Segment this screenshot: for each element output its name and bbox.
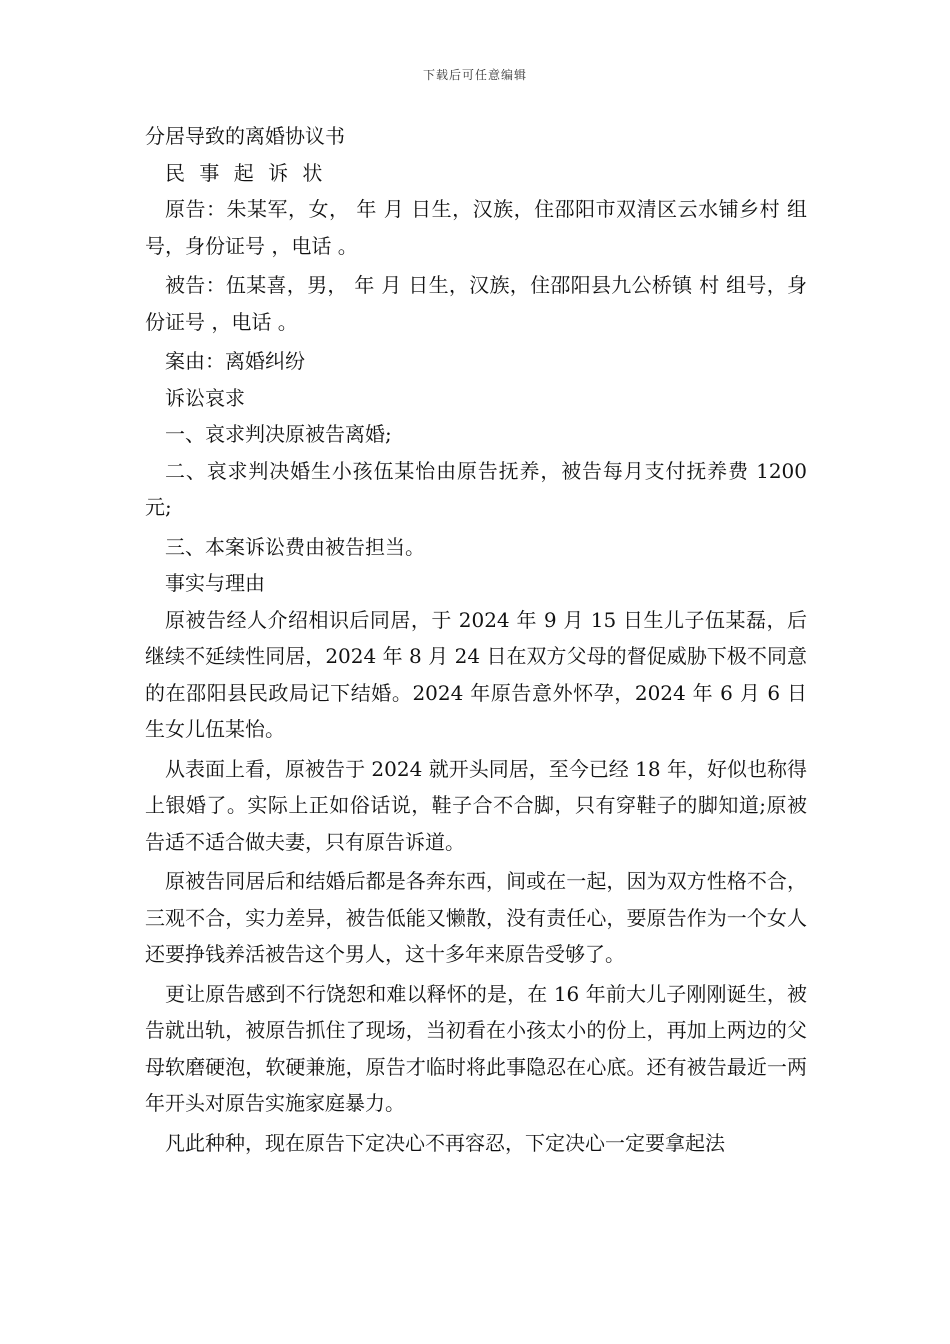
defendant-paragraph: 被告：伍某喜，男， 年 月 日生，汉族，住邵阳县九公桥镇 村 组号，身份证号 ，电话 。 [145, 273, 807, 334]
facts-paragraph: 更让原告感到不行饶恕和难以释怀的是，在 16 年前大儿子刚刚诞生，被告就出轨，被原告抓住了现场，当初看在小孩太小的份上，再加上两边的父母软磨硬泡，软硬兼施，原告才临时将此事隐忍在心底。还有被告最近一两年开头对原告实施家庭暴力。 [145, 981, 807, 1115]
facts-paragraph: 原被告经人介绍相识后同居，于 2024 年 9 月 15 日生儿子伍某磊，后继续不延续性同居，2024 年 8 月 24 日在双方父母的督促威胁下极不同意的在邵阳县民政局记下结婚。2024 年原告意外怀孕，2024 年 6 月 6 日生女儿伍某怡。 [145, 607, 807, 741]
claims-heading: 诉讼哀求 [165, 385, 245, 410]
facts-paragraph: 从表面上看，原被告于 2024 就开头同居，至今已经 18 年，好似也称得上银婚了。实际上正如俗话说，鞋子合不合脚，只有穿鞋子的脚知道;原被告适不适合做夫妻，只有原告诉道。 [145, 756, 807, 854]
document-body [145, 118, 807, 1161]
claim-item: 三、本案诉讼费由被告担当。 [165, 534, 425, 559]
cause-of-action: 案由：离婚纠纷 [165, 349, 305, 373]
facts-heading: 事实与理由 [165, 571, 265, 595]
complaint-heading: 民 事 起 诉 状 [165, 160, 327, 185]
claim-item: 二、哀求判决婚生小孩伍某怡由原告抚养，被告每月支付抚养费 1200 元; [145, 458, 807, 519]
document-title: 分居导致的离婚协议书 [145, 124, 345, 148]
header-note: 下载后可任意编辑 [422, 68, 527, 82]
plaintiff-paragraph: 原告：朱某军，女， 年 月 日生，汉族，住邵阳市双清区云水铺乡村 组 号，身份证号 ，电话 。 [145, 197, 807, 258]
claim-item: 一、哀求判决原被告离婚; [165, 422, 392, 446]
facts-paragraph: 凡此种种，现在原告下定决心不再容忍，下定决心一定要拿起法 [165, 1130, 725, 1155]
facts-paragraph: 原被告同居后和结婚后都是各奔东西，间或在一起，因为双方性格不合，三观不合，实力差异，被告低能又懒散，没有责任心，要原告作为一个女人还要挣钱养活被告这个男人，这十多年来原告受够了。 [145, 869, 807, 966]
